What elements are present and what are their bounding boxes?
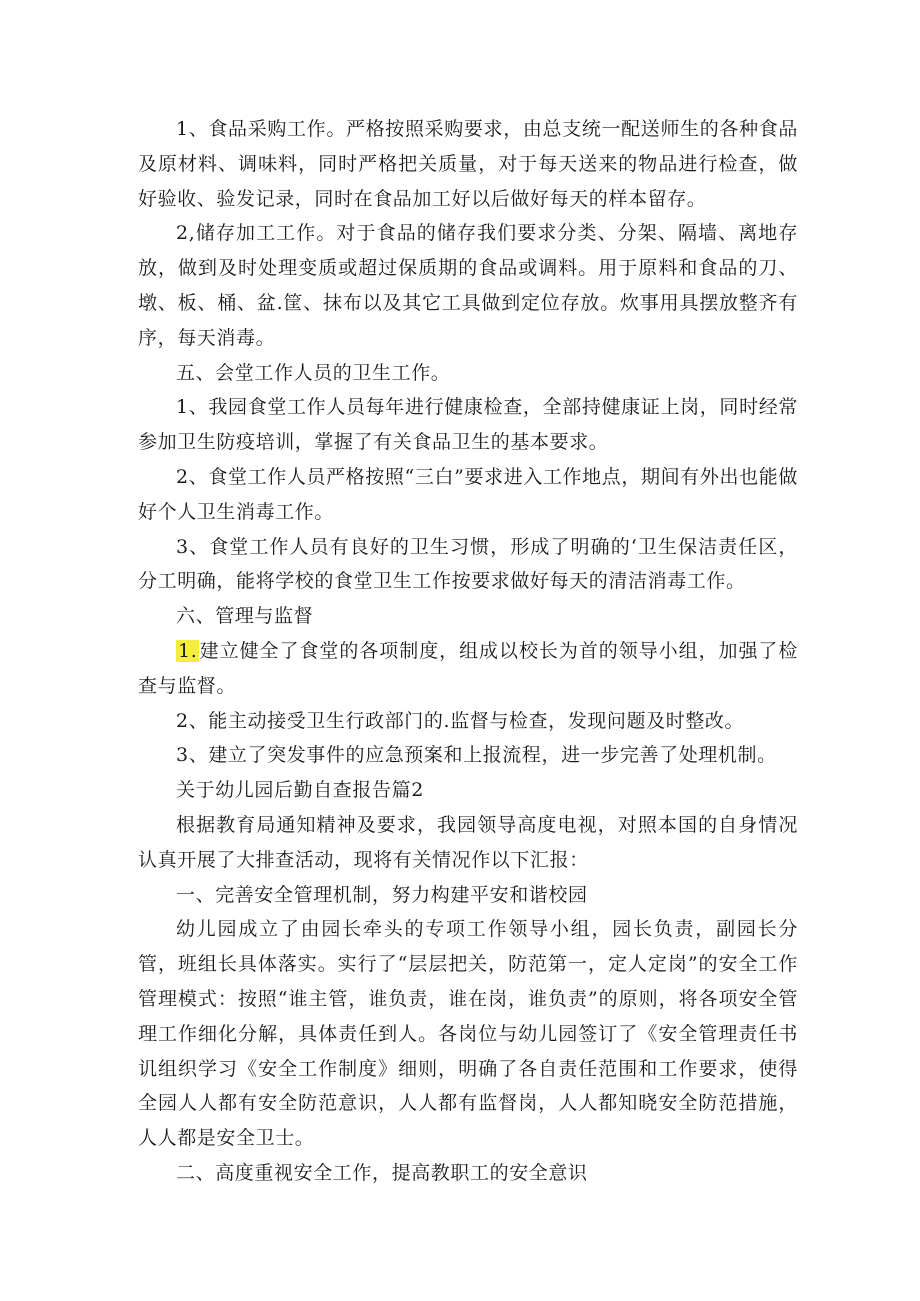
- paragraph-three-white: 2、食堂工作人员严格按照“三白”要求进入工作地点，期间有外出也能做好个人卫生消毒工作。: [138, 465, 798, 523]
- paragraph-text: 建立健全了食堂的各项制度，组成以校长为首的领导小组，加强了检查与监督。: [138, 639, 798, 697]
- paragraph-food-purchasing: 1、食品采购工作。严格按照采购要求，由总支统一配送师生的各种食品及原材料、调味料，同时严格把关质量，对于每天送来的物品进行检查，做好验收、验发记录，同时在食品加工好以后做好每天的样本留存。: [138, 118, 798, 210]
- document-body: [138, 112, 798, 1191]
- paragraph-storage-processing: 2,储存加工工作。对于食品的储存我们要求分类、分架、隔墙、离地存放，做到及时处理变质或超过保质期的食品或调料。用于原料和食品的刀、墩、板、桶、盆.筐、抹布以及其它工具做到定位存放。炊事用具摆放整齐有序，每天消毒。: [138, 222, 798, 349]
- section-heading-management: 六、管理与监督: [176, 605, 314, 628]
- highlighted-number: 1.: [178, 639, 198, 662]
- section-heading-safety-mechanism: 一、完善安全管理机制，努力构建平安和谐校园: [176, 883, 588, 906]
- section-heading-staff-hygiene: 五、会堂工作人员的卫生工作。: [176, 361, 451, 384]
- section-heading-safety-awareness: 二、高度重视安全工作，提高教职工的安全意识: [176, 1161, 588, 1184]
- paragraph-health-check: 1、我园食堂工作人员每年进行健康检查，全部持健康证上岗，同时经常参加卫生防疫培训，掌握了有关食品卫生的基本要求。: [138, 396, 798, 454]
- paragraph-hygiene-habits: 3、食堂工作人员有良好的卫生习惯，形成了明确的‘卫生保洁责任区，分工明确，能将学校的食堂卫生工作按要求做好每天的清洁消毒工作。: [138, 535, 798, 593]
- paragraph-supervision: 2、能主动接受卫生行政部门的.监督与检查，发现问题及时整改。: [176, 709, 745, 732]
- report-title: 关于幼儿园后勤自查报告篇2: [176, 779, 424, 802]
- paragraph-emergency-plan: 3、建立了突发事件的应急预案和上报流程，进一步完善了处理机制。: [176, 744, 777, 767]
- paragraph-safety-organization: 幼儿园成立了由园长牵头的专项工作领导小组，园长负责，副园长分管，班组长具体落实。实行了“层层把关，防范第一，定人定岗”的安全工作管理模式：按照“谁主管，谁负责，谁在岗，谁负责”的原则，将各项安全管理工作细化分解，具体责任到人。各岗位与幼儿园签订了《安全管理责任书讥组织学习《安全工作制度》细则，明确了各自责任范围和工作要求，使得全园人人都有安全防范意识，人人都有监督岗，人人都知晓安全防范措施，人人都是安全卫士。: [138, 918, 798, 1150]
- paragraph-rules-system: [138, 634, 798, 704]
- paragraph-introduction: 根据教育局通知精神及要求，我园领导高度电视，对照本国的自身情况认真开展了大排查活动，现将有关情况作以下汇报：: [138, 813, 798, 871]
